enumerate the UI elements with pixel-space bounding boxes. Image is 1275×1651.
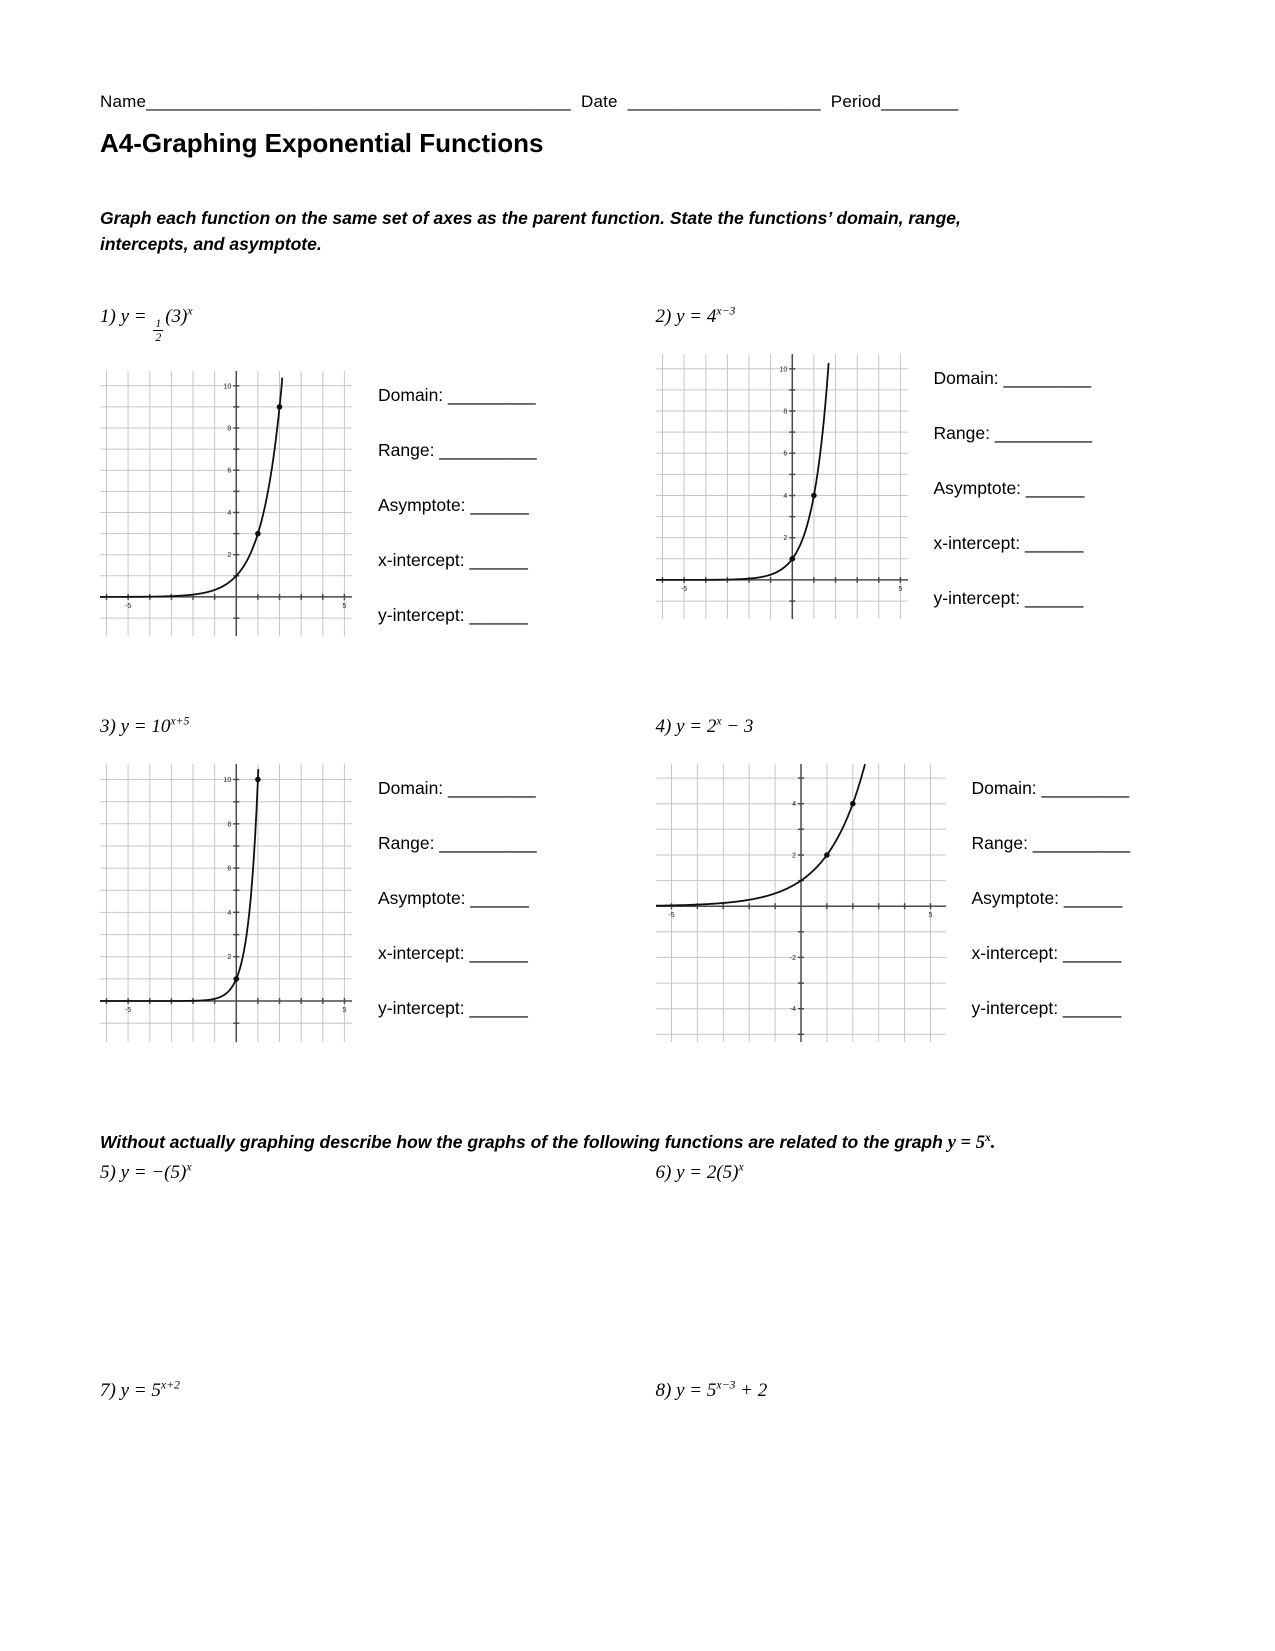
svg-text:6: 6: [227, 467, 232, 475]
inline-equation: [948, 1133, 996, 1153]
x-intercept-row: [972, 943, 1131, 964]
problem-4-work-area: [656, 764, 1176, 1042]
svg-text:5: 5: [342, 1006, 347, 1014]
asymptote-label: Asymptote:: [378, 887, 471, 908]
equation-exponent: x−3: [716, 1378, 736, 1392]
problem-7-equation: [100, 1380, 620, 1402]
svg-text:8: 8: [227, 425, 232, 433]
y-intercept-blank: ______: [1062, 997, 1122, 1018]
graph-problems-row-1: [100, 306, 1175, 1042]
svg-text:2: 2: [227, 954, 232, 962]
svg-text:5: 5: [928, 912, 932, 920]
y-intercept-row: [378, 605, 537, 626]
svg-text:2: 2: [227, 552, 232, 560]
svg-text:4: 4: [227, 909, 232, 917]
equation-base: 5) y = −(5): [100, 1161, 187, 1183]
equation-tail: − 3: [721, 715, 754, 737]
domain-row: [972, 778, 1131, 799]
problem-4-answers: [972, 764, 1131, 1019]
problem-3: [100, 716, 620, 1042]
range-label: Range:: [971, 832, 1033, 853]
svg-text:-5: -5: [667, 912, 675, 920]
problem-3-answers: [378, 764, 537, 1019]
svg-text:2: 2: [791, 852, 796, 860]
asymptote-row: [972, 888, 1131, 909]
domain-row: [378, 778, 537, 799]
svg-text:5: 5: [897, 585, 902, 593]
graph-2-canvas: [656, 354, 908, 619]
equation-exponent: x+5: [170, 714, 190, 728]
x-intercept-row: [934, 533, 1093, 554]
equation-exponent: x: [984, 1131, 991, 1144]
range-row: [972, 833, 1131, 854]
domain-label: Domain:: [378, 777, 449, 798]
range-blank: __________: [1032, 832, 1131, 853]
problem-1: [100, 306, 620, 636]
y-intercept-label: y-intercept:: [378, 604, 470, 625]
date-blank: ____________________: [627, 92, 821, 111]
svg-text:6: 6: [227, 865, 232, 873]
y-intercept-blank: ______: [469, 997, 528, 1018]
x-intercept-row: [378, 550, 537, 571]
date-label: Date: [580, 92, 618, 111]
equation-base: 6) y = 2(5): [655, 1161, 739, 1183]
asymptote-row: [378, 888, 537, 909]
svg-text:4: 4: [791, 801, 796, 809]
problem-2-answers: [934, 354, 1093, 609]
x-intercept-blank: ______: [1062, 942, 1122, 963]
domain-blank: _________: [1003, 367, 1092, 388]
y-intercept-label: y-intercept:: [378, 997, 470, 1018]
domain-blank: _________: [448, 384, 536, 405]
y-intercept-blank: ______: [469, 604, 528, 625]
svg-text:10: 10: [223, 383, 232, 391]
equation-exponent: x+2: [160, 1378, 180, 1392]
graph-3-canvas: [100, 764, 352, 1042]
problem-4-equation: [656, 716, 1176, 738]
y-intercept-row: [934, 588, 1093, 609]
equation-base: y = 5: [947, 1132, 985, 1153]
svg-text:10: 10: [223, 776, 232, 784]
domain-label: Domain:: [378, 384, 449, 405]
equation-base: 7) y = 5: [100, 1379, 161, 1401]
equation-base: 8) y = 5: [655, 1379, 717, 1401]
fraction-numerator: 1: [155, 316, 162, 330]
problem-1-answers: [378, 371, 537, 626]
graph-1-canvas: [100, 371, 352, 636]
asymptote-blank: ______: [470, 494, 529, 515]
problem-1-equation: [100, 306, 620, 345]
domain-label: Domain:: [971, 777, 1042, 798]
range-blank: __________: [439, 832, 537, 853]
asymptote-blank: ______: [1063, 887, 1123, 908]
range-label: Range:: [378, 832, 440, 853]
y-intercept-label: y-intercept:: [933, 587, 1025, 608]
y-intercept-row: [972, 998, 1131, 1019]
asymptote-row: [378, 495, 537, 516]
x-intercept-blank: ______: [469, 942, 528, 963]
domain-row: [934, 368, 1093, 389]
equation-base: 3) y = 10: [100, 715, 171, 737]
name-label: Name: [100, 92, 147, 111]
svg-text:8: 8: [227, 821, 232, 829]
asymptote-label: Asymptote:: [378, 494, 471, 515]
x-intercept-label: x-intercept:: [933, 532, 1025, 553]
equation-base: (3): [165, 305, 188, 327]
domain-label: Domain:: [933, 367, 1004, 388]
asymptote-label: Asymptote:: [933, 477, 1026, 498]
equation-exponent: x: [186, 1160, 192, 1174]
svg-text:-5: -5: [124, 1006, 132, 1014]
equation-exponent: x: [716, 714, 722, 728]
range-row: [378, 833, 537, 854]
y-intercept-blank: ______: [1024, 587, 1084, 608]
y-intercept-label: y-intercept:: [971, 997, 1063, 1018]
problem-4: [656, 716, 1176, 1042]
describe-problems-row-2: [100, 1380, 1175, 1428]
svg-text:8: 8: [782, 408, 787, 415]
domain-row: [378, 385, 537, 406]
asymptote-label: Asymptote:: [971, 887, 1064, 908]
range-label: Range:: [933, 422, 995, 443]
header-line: [100, 92, 1175, 112]
equation-exponent: x: [187, 304, 193, 318]
problem-1-work-area: [100, 371, 620, 636]
x-intercept-blank: ______: [1024, 532, 1084, 553]
domain-blank: _________: [1041, 777, 1130, 798]
fraction-denominator: 2: [155, 331, 162, 345]
problem-2: [656, 306, 1176, 636]
problem-6-equation: [656, 1162, 1176, 1184]
asymptote-row: [934, 478, 1093, 499]
problem-3-work-area: [100, 764, 620, 1042]
name-blank: ____________________________________________: [146, 92, 571, 111]
problem-3-equation: [100, 716, 620, 738]
period-label: Period: [830, 92, 882, 111]
domain-blank: _________: [448, 777, 536, 798]
range-row: [934, 423, 1093, 444]
svg-text:-5: -5: [124, 602, 132, 610]
range-row: [378, 440, 537, 461]
svg-text:-2: -2: [789, 954, 796, 962]
section-2-instructions: [100, 1132, 1175, 1154]
instructions-text: Graph each function on the same set of axes as the parent function. State the functions’ domain, range, intercepts, and asymptote.: [100, 208, 961, 255]
asymptote-blank: ______: [1025, 477, 1085, 498]
equation-base: 4) y = 2: [655, 715, 717, 737]
svg-text:2: 2: [782, 534, 787, 542]
range-blank: __________: [994, 422, 1093, 443]
problem-5-equation: [100, 1162, 620, 1184]
y-intercept-row: [378, 998, 537, 1019]
svg-text:4: 4: [782, 492, 787, 500]
sentence-period: .: [990, 1132, 996, 1153]
svg-text:4: 4: [227, 509, 232, 517]
problem-2-work-area: [656, 354, 1176, 619]
range-blank: __________: [439, 439, 537, 460]
svg-text:-5: -5: [680, 585, 687, 593]
range-label: Range:: [378, 439, 440, 460]
equation-exponent: x: [738, 1160, 744, 1174]
equation-base: 2) y = 4: [655, 305, 717, 327]
graph-4-canvas: [656, 764, 946, 1042]
x-intercept-label: x-intercept:: [971, 942, 1063, 963]
svg-text:6: 6: [782, 450, 787, 458]
period-blank: ________: [881, 92, 959, 111]
equation-tail: + 2: [735, 1379, 768, 1401]
svg-text:-4: -4: [789, 1006, 796, 1014]
asymptote-blank: ______: [470, 887, 529, 908]
x-intercept-blank: ______: [469, 549, 528, 570]
equation-base: 1) y =: [100, 305, 152, 327]
instructions-text: Without actually graphing describe how the graphs of the following functions are related to the graph: [100, 1131, 948, 1152]
describe-problems-row-1: [100, 1162, 1175, 1210]
equation-exponent: x−3: [716, 304, 736, 318]
svg-text:5: 5: [342, 602, 347, 610]
svg-text:10: 10: [779, 365, 787, 373]
x-intercept-label: x-intercept:: [378, 942, 470, 963]
fraction: [153, 317, 163, 345]
problem-2-equation: [656, 306, 1176, 328]
page-title: A4-Graphing Exponential Functions: [100, 128, 544, 158]
x-intercept-row: [378, 943, 537, 964]
x-intercept-label: x-intercept:: [378, 549, 470, 570]
problem-8-equation: [656, 1380, 1176, 1402]
